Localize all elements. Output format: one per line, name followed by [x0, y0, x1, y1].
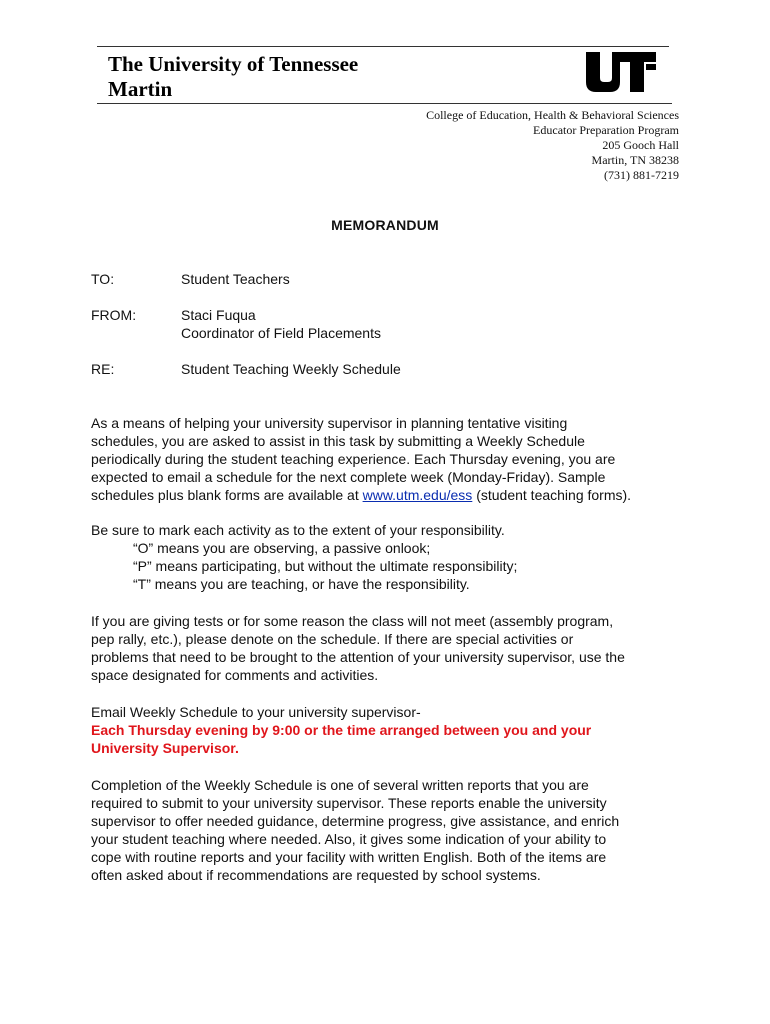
college-address: [426, 108, 679, 183]
paragraph-line: [91, 486, 691, 504]
university-name: [108, 52, 448, 102]
paragraph-line: cope with routine reports and your facility with written English. Both of the items are: [91, 849, 607, 865]
deadline-emphasis: University Supervisor.: [91, 740, 239, 756]
paragraph-line: your student teaching where needed. Also, it gives some indication of your ability to: [91, 831, 607, 847]
paragraph-intro: [91, 414, 691, 504]
paragraph-line: If you are giving tests or for some reason the class will not meet (assembly program,: [91, 613, 614, 629]
address-line: Educator Preparation Program: [533, 123, 679, 137]
paragraph-line: space designated for comments and activities.: [91, 667, 379, 683]
address-line: Martin, TN 38238: [591, 153, 679, 167]
paragraph-line: supervisor to offer needed guidance, determine progress, give assistance, and enrich: [91, 813, 620, 829]
paragraph-line: Be sure to mark each activity as to the extent of your responsibility.: [91, 522, 505, 538]
paragraph-line: problems that need to be brought to the attention of your university supervisor, use the: [91, 649, 625, 665]
paragraph-text: schedules plus blank forms are available at: [91, 487, 363, 503]
responsibility-item: “T” means you are teaching, or have the responsibility.: [133, 576, 470, 592]
from-name: Staci Fuqua: [181, 307, 256, 323]
to-value: Student Teachers: [181, 271, 290, 287]
paragraph-line: expected to email a schedule for the next complete week (Monday-Friday). Sample: [91, 469, 606, 485]
letterhead-top-rule: [97, 46, 669, 47]
address-line: College of Education, Health & Behavioral Sciences: [426, 108, 679, 122]
ess-forms-link[interactable]: www.utm.edu/ess: [362, 487, 473, 503]
paragraph-line: schedules, you are asked to assist in this task by submitting a Weekly Schedule: [91, 433, 585, 449]
paragraph-line: often asked about if recommendations are requested by school systems.: [91, 867, 541, 883]
address-line: 205 Gooch Hall: [602, 138, 679, 152]
university-name-line1: The University of Tennessee: [108, 52, 359, 76]
paragraph-line: required to submit to your university supervisor. These reports enable the university: [91, 795, 607, 811]
address-line: (731) 881-7219: [604, 168, 679, 182]
from-title: Coordinator of Field Placements: [181, 325, 381, 341]
re-value: Student Teaching Weekly Schedule: [181, 361, 401, 377]
to-label: TO:: [91, 271, 115, 287]
from-label: FROM:: [91, 307, 137, 323]
paragraph-text: (student teaching forms).: [472, 487, 632, 503]
memo-title: MEMORANDUM: [331, 217, 439, 233]
deadline-emphasis: Each Thursday evening by 9:00 or the time arranged between you and your: [91, 722, 592, 738]
paragraph-completion: [91, 776, 691, 884]
responsibility-item: “O” means you are observing, a passive onlook;: [133, 540, 431, 556]
paragraph-line: pep rally, etc.), please denote on the schedule. If there are special activities or: [91, 631, 574, 647]
paragraph-email-deadline: [91, 703, 691, 757]
ut-logo: [584, 48, 658, 96]
paragraph-line: Completion of the Weekly Schedule is one of several written reports that you are: [91, 777, 589, 793]
university-name-line2: Martin: [108, 77, 173, 101]
paragraph-line: As a means of helping your university supervisor in planning tentative visiting: [91, 415, 568, 431]
re-label: RE:: [91, 361, 115, 377]
letterhead-bottom-rule: [97, 103, 672, 104]
responsibility-item: “P” means participating, but without the ultimate responsibility;: [133, 558, 518, 574]
paragraph-line: Email Weekly Schedule to your university supervisor-: [91, 704, 421, 720]
paragraph-special-activities: [91, 612, 691, 684]
paragraph-line: periodically during the student teaching experience. Each Thursday evening, you are: [91, 451, 616, 467]
paragraph-responsibility: [91, 521, 691, 593]
